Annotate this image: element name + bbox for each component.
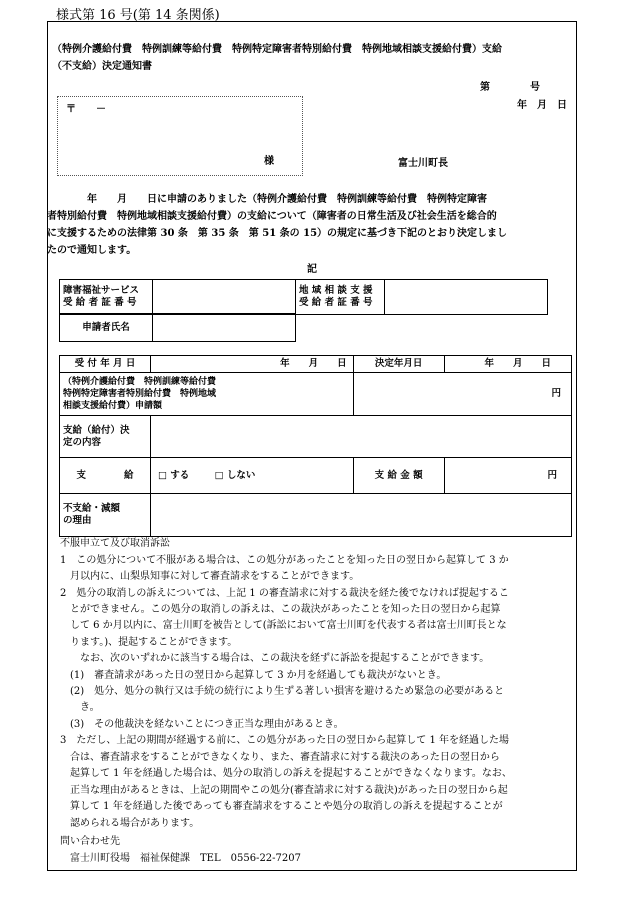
cert2-number-field[interactable]	[385, 280, 548, 315]
postal-code: 〒 －	[66, 104, 106, 115]
appeal-line: (1) 審査請求があった日の翌日から起算して 3 か月を経過しても裁決がないとき。	[60, 670, 447, 681]
certificate-table	[59, 279, 548, 315]
reason-field[interactable]	[151, 494, 572, 537]
payment-options	[151, 458, 354, 494]
payment-yes-checkbox[interactable]: □ する	[158, 469, 190, 481]
decision-date-label: 決定年月日	[353, 356, 444, 373]
payment-yen-unit: 円	[547, 469, 557, 481]
content-label: 支給（給付）決 定の内容	[60, 416, 151, 458]
appeal-line: 正当な理由があるときは、上記の期間やこの処分(審査請求に対する裁決)があった日の翌日から起	[60, 785, 508, 796]
payment-no-checkbox[interactable]: □ しない	[214, 469, 256, 481]
appeal-line: 算して 1 年を経過した後であっても審査請求をすることや処分の取消しの訴えを提起することが	[60, 801, 503, 812]
title-line-1: （特例介護給付費 特例訓練等給付費 特例特定障害者特別給付費 特例地域相談支援給付費）支給	[52, 44, 502, 55]
applicant-label: 申請者氏名	[60, 314, 153, 342]
cert2-label: 地 域 相 談 支 援 受 給 者 証 番 号	[296, 280, 385, 315]
decision-table	[59, 355, 572, 537]
appeal-line: 月以内に、山梨県知事に対して審査請求をすることができます。	[60, 571, 360, 582]
issuer-name: 富士川町長	[398, 158, 448, 169]
claim-label: （特例介護給付費 特例訓練等給付費 特例特定障害者特別給付費 特例地域 相談支援給付費）申請額	[60, 373, 354, 416]
contact-heading: 問い合わせ先	[60, 836, 120, 847]
cert1-number-field[interactable]	[153, 280, 296, 315]
appeal-line: 合は、審査請求をすることができなくなり、また、審査請求に対する裁決のあった日の翌日から	[60, 752, 500, 763]
document-number: 第 号	[480, 82, 540, 93]
claim-amount-field[interactable]	[353, 373, 571, 416]
payment-label: 支 給	[60, 458, 151, 494]
appeal-line: き。	[60, 702, 100, 713]
addressee-sama: 様	[264, 156, 274, 167]
decision-date-value[interactable]: 年 月 日	[444, 356, 571, 373]
body-line-1: 年 月 日に申請のありました（特例介護給付費 特例訓練等給付費 特例特定障害	[47, 194, 487, 205]
appeal-line: (2) 処分、処分の執行又は手続の続行により生ずる著しい損害を避けるため緊急の必要があると	[60, 686, 505, 697]
body-line-4: たので通知します。	[47, 245, 137, 256]
ki-heading: 記	[307, 264, 317, 275]
appeal-line: 起算して 1 年を経過した場合は、処分の取消しの訴えを提起することができなくなります。なお、	[60, 768, 512, 779]
received-date-label: 受 付 年 月 日	[60, 356, 151, 373]
claim-yen-unit: 円	[551, 388, 561, 399]
applicant-table	[59, 313, 296, 342]
content-field[interactable]	[151, 416, 572, 458]
reason-label: 不支給・減額 の理由	[60, 494, 151, 537]
appeal-line: ります。)、提起することができます。	[60, 637, 238, 648]
appeal-heading: 不服申立て及び取消訴訟	[60, 538, 170, 549]
body-line-2: 者特別給付費 特例地域相談支援給付費）の支給について（障害者の日常生活及び社会生活を総合的	[47, 211, 497, 222]
contact-line: 富士川町役場 福祉保健課 TEL 0556-22-7207	[60, 853, 301, 864]
issue-date: 年 月 日	[517, 100, 567, 111]
applicant-name-field[interactable]	[153, 314, 296, 342]
payment-amount-field[interactable]	[444, 458, 571, 494]
amount-label: 支 給 金 額	[353, 458, 444, 494]
appeal-line: 3 ただし、上記の期間が経過する前に、この処分があった日の翌日から起算して 1 年を経過した場	[60, 735, 509, 746]
body-line-3: に支援するための法律第 30 条 第 35 条 第 51 条の 15）の規定に基づき下記のとおり決定しまし	[47, 228, 508, 239]
appeal-line: とができません。この処分の取消しの訴えは、この裁決があったことを知った日の翌日から起算	[60, 604, 501, 615]
cert1-label: 障害福祉サービス 受 給 者 証 番 号	[60, 280, 153, 315]
appeal-line: 1 この処分について不服がある場合は、この処分があったことを知った日の翌日から起算して 3 か	[60, 555, 509, 566]
appeal-line: (3) その他裁決を経ないことにつき正当な理由があるとき。	[60, 719, 344, 730]
received-date-value[interactable]: 年 月 日	[151, 356, 354, 373]
title-line-2: （不支給）決定通知書	[52, 61, 152, 72]
appeal-line: して 6 か月以内に、富士川町を被告として(訴訟において富士川町を代表する者は富士川町長とな	[60, 620, 507, 631]
appeal-line: 2 処分の取消しの訴えについては、上記 1 の審査請求に対する裁決を経た後でなければ提起するこ	[60, 588, 509, 599]
appeal-line: なお、次のいずれかに該当する場合は、この裁決を経ずに訴訟を提起することができます。	[60, 653, 490, 664]
appeal-line: 認められる場合があります。	[60, 818, 200, 829]
form-number: 様式第 16 号(第 14 条関係)	[56, 8, 220, 23]
